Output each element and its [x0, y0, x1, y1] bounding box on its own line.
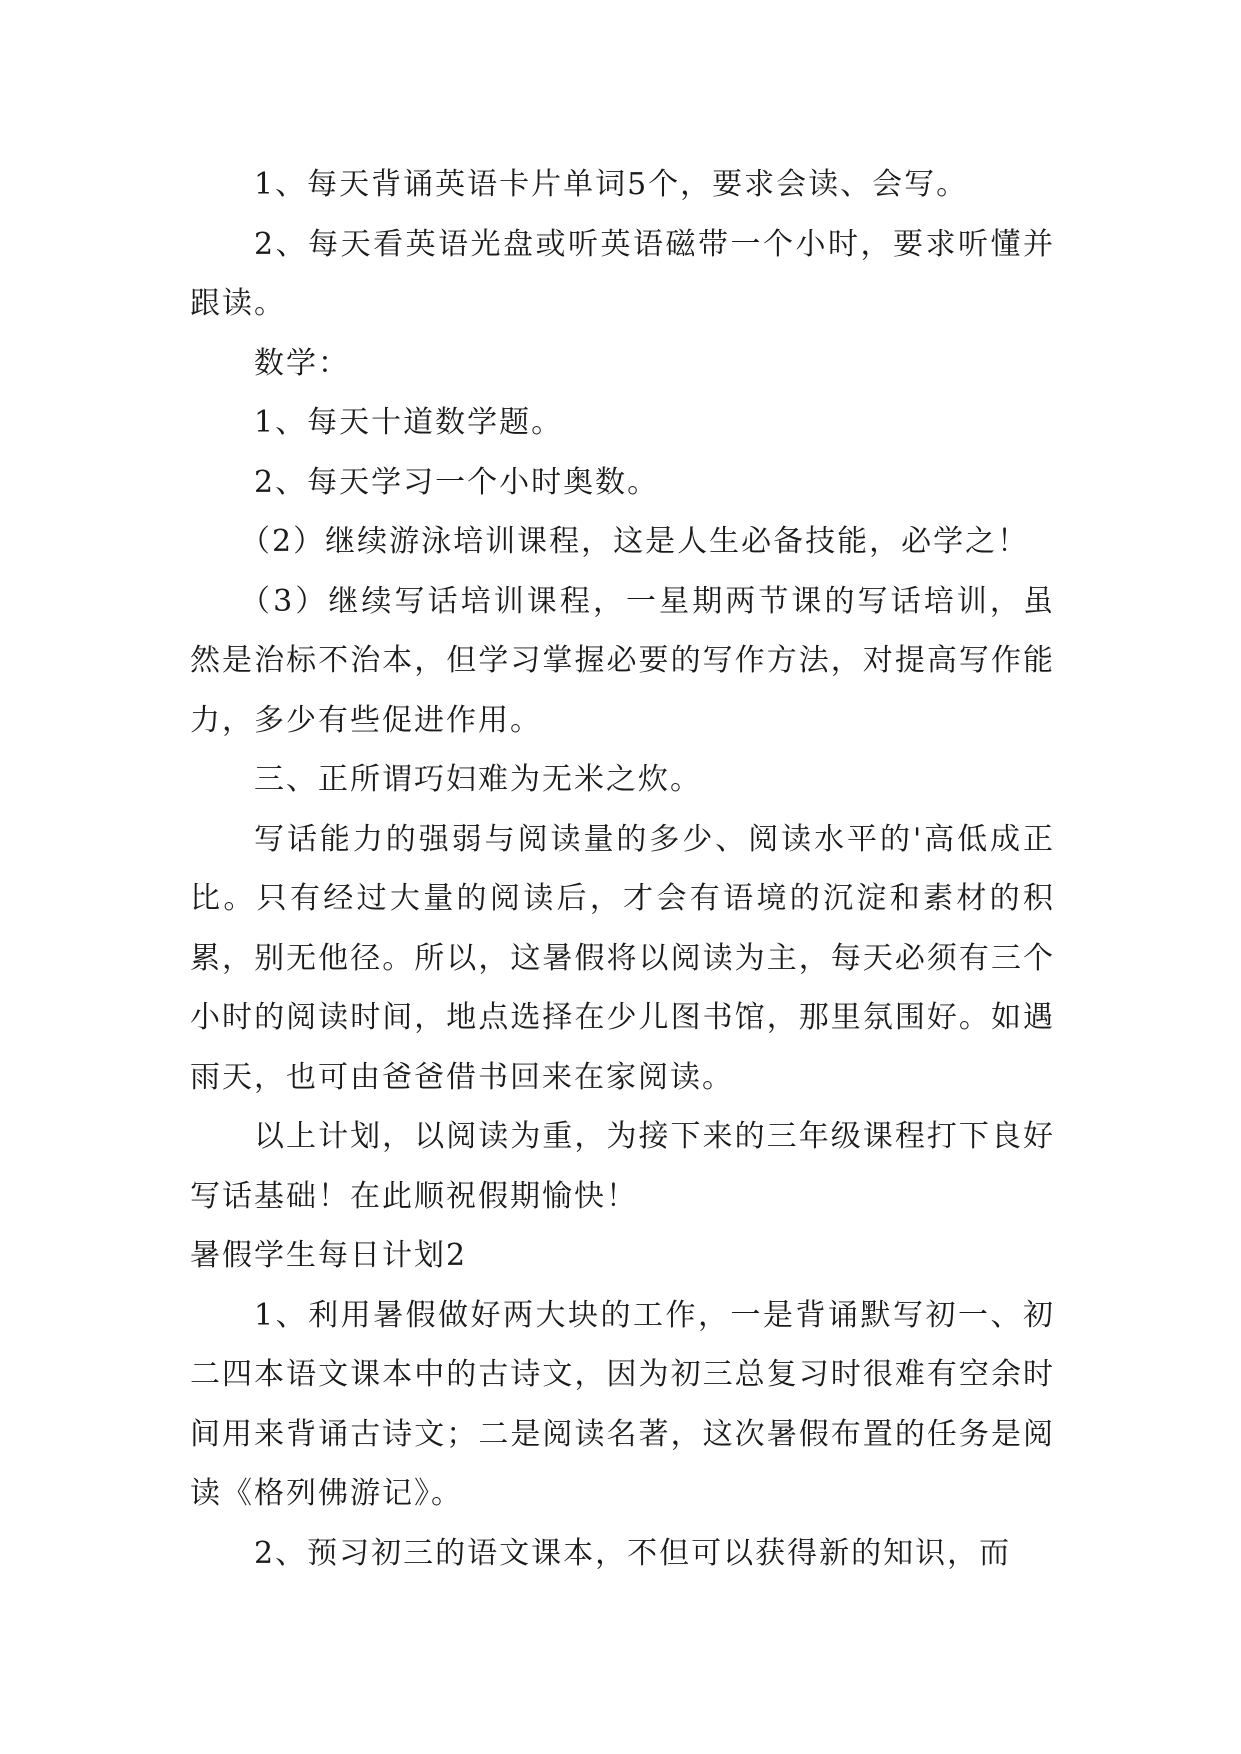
paragraph-english-2: 2、每天看英语光盘或听英语磁带一个小时，要求听懂并跟读。 [190, 226, 1055, 321]
paragraph-english-1: 1、每天背诵英语卡片单词5个，要求会读、会写。 [254, 167, 969, 202]
paragraph-math-2: 2、每天学习一个小时奥数。 [254, 464, 660, 500]
paragraph-writing-course: （3）继续写话培训课程，一星期两节课的写话培训，虽然是治标不治本，但学习掌握必要的写作方法，对提高写作能力，多少有些促进作用。 [190, 583, 1055, 738]
paragraph-section-three: 三、正所谓巧妇难为无米之炊。 [254, 762, 702, 797]
paragraph-reading: 写话能力的强弱与阅读量的多少、阅读水平的'高低成正比。只有经过大量的阅读后，才会有语境的沉淀和素材的积累，别无他径。所以，这暑假将以阅读为主，每天必须有三个小时的阅读时间，地点选择在少儿图书馆，那里氛围好。如遇雨天，也可由爸爸借书回来在家阅读。 [190, 821, 1055, 1095]
document-body [190, 155, 1055, 1583]
paragraph-plan2-2: 2、预习初三的语文课本，不但可以获得新的知识，而 [254, 1535, 1012, 1571]
paragraph-math-heading: 数学： [254, 345, 350, 381]
section-title-plan-2: 暑假学生每日计划2 [190, 1238, 468, 1273]
paragraph-plan2-1: 1、利用暑假做好两大块的工作，一是背诵默写初一、初二四本语文课本中的古诗文，因为初三总复习时很难有空余时间用来背诵古诗文；二是阅读名著，这次暑假布置的任务是阅读《格列佛游记》。 [190, 1297, 1055, 1511]
paragraph-summary: 以上计划，以阅读为重，为接下来的三年级课程打下良好写话基础！在此顺祝假期愉快！ [190, 1119, 1055, 1214]
paragraph-math-1: 1、每天十道数学题。 [254, 405, 564, 440]
paragraph-swimming: （2）继续游泳培训课程，这是人生必备技能，必学之！ [240, 524, 1030, 559]
